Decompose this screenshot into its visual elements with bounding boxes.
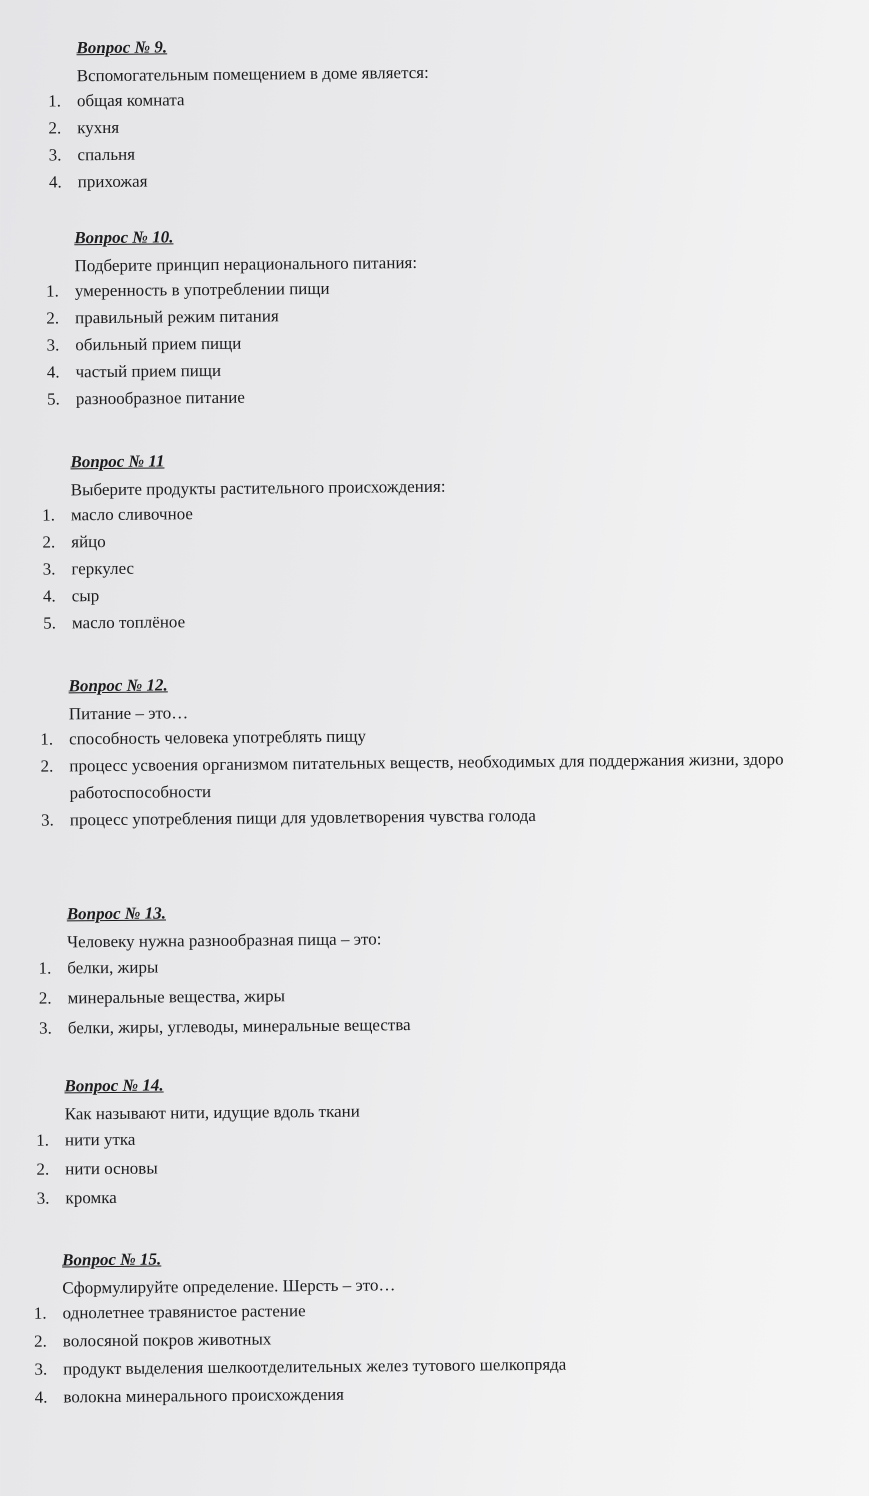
answer-number: 1. xyxy=(42,505,56,525)
answer-number: 2. xyxy=(42,532,56,552)
answer-list xyxy=(33,1291,869,1412)
answer-number: 1. xyxy=(45,281,59,301)
question-11 xyxy=(42,443,869,637)
question-text: Вспомогательным помещением в доме является: xyxy=(76,62,429,86)
answer-list xyxy=(48,79,869,196)
answer-number: 3. xyxy=(36,1188,50,1208)
question-10 xyxy=(45,219,869,413)
answer-text: правильный режим питания xyxy=(74,306,279,328)
question-12 xyxy=(40,667,869,834)
answer-number: 3. xyxy=(42,559,56,579)
question-9 xyxy=(48,29,869,196)
answer-text: процесс употребления пищи для удовлетворения чувства голода xyxy=(69,805,536,830)
answer-text: нити основы xyxy=(65,1158,158,1179)
answer-number: 2. xyxy=(38,988,52,1008)
answer-text: яйцо xyxy=(71,532,106,552)
answer-text: масло топлёное xyxy=(71,612,186,633)
answer-text-continuation: работоспособности xyxy=(69,782,212,803)
answer-list xyxy=(42,493,869,637)
answer-text: частый прием пищи xyxy=(75,360,222,382)
answer-number: 2. xyxy=(48,118,62,138)
answer-list xyxy=(38,945,869,1044)
answer-text: волокна минерального происхождения xyxy=(63,1384,345,1407)
answer-number: 1. xyxy=(38,958,52,978)
question-title: Вопрос № 12. xyxy=(68,675,168,696)
answer-number: 1. xyxy=(40,729,54,749)
question-title: Вопрос № 11 xyxy=(70,451,165,472)
answer-text: однолетнее травянистое растение xyxy=(62,1301,306,1323)
answer-text: прихожая xyxy=(77,171,148,192)
answer-number: 2. xyxy=(34,1331,47,1351)
answer-text: процесс усвоения организмом питательных веществ, необходимых для поддержания жизни, здоро xyxy=(69,749,784,776)
answer-number: 3. xyxy=(34,1359,48,1379)
question-title: Вопрос № 13. xyxy=(66,903,167,924)
answer-text: спальня xyxy=(77,144,136,165)
question-text: Человеку нужна разнообразная пища – это: xyxy=(66,929,382,952)
answer-text: геркулес xyxy=(71,558,135,579)
question-15 xyxy=(33,1241,869,1412)
question-13 xyxy=(38,895,869,1044)
answer-number: 3. xyxy=(46,335,60,355)
answer-text: кухня xyxy=(77,117,120,138)
answer-number: 1. xyxy=(36,1130,50,1150)
question-14 xyxy=(36,1067,869,1213)
answer-text: нити утка xyxy=(64,1129,136,1150)
answer-number: 3. xyxy=(48,145,62,165)
answer-text: обильный прием пищи xyxy=(75,333,242,355)
question-title: Вопрос № 9. xyxy=(76,37,168,58)
answer-text: масло сливочное xyxy=(70,504,193,525)
answer-number: 1. xyxy=(48,91,62,111)
question-text: Как называют нити, идущие вдоль ткани xyxy=(64,1101,360,1124)
answer-number: 4. xyxy=(42,586,56,606)
question-title: Вопрос № 14. xyxy=(64,1075,164,1096)
question-text: Подберите принцип нерационального питания: xyxy=(74,253,418,276)
answer-number: 2. xyxy=(36,1159,50,1179)
question-text: Выберите продукты растительного происхождения: xyxy=(70,476,446,500)
answer-text: белки, жиры xyxy=(67,957,159,978)
answer-text: минеральные вещества, жиры xyxy=(67,986,286,1008)
answer-list xyxy=(36,1117,869,1213)
answer-list xyxy=(45,269,869,413)
answer-text: кромка xyxy=(65,1187,117,1208)
answer-text: общая комната xyxy=(76,90,185,111)
answer-number: 3. xyxy=(41,810,54,830)
answer-number: 4. xyxy=(34,1387,48,1407)
answer-list xyxy=(40,717,869,834)
answer-text: сыр xyxy=(71,586,100,606)
answer-number: 4. xyxy=(46,362,60,382)
answer-number: 5. xyxy=(46,389,60,409)
answer-text: разнообразное питание xyxy=(75,387,245,409)
answer-number: 3. xyxy=(39,1018,52,1038)
answer-text: белки, жиры, углеводы, минеральные вещества xyxy=(67,1015,411,1038)
answer-number: 5. xyxy=(43,613,57,633)
answer-text: продукт выделения шелкоотделительных желез тутового шелкопряда xyxy=(63,1354,567,1379)
question-text: Сформулируйте определение. Шерсть – это… xyxy=(62,1275,396,1298)
question-title: Вопрос № 15. xyxy=(62,1249,162,1270)
answer-text: умеренность в употреблении пищи xyxy=(74,278,330,301)
answer-text: волосяной покров животных xyxy=(62,1329,272,1351)
question-title: Вопрос № 10. xyxy=(74,227,174,248)
answer-number: 4. xyxy=(48,172,62,192)
answer-number: 1. xyxy=(33,1303,47,1323)
answer-number: 2. xyxy=(40,756,54,776)
answer-text: способность человека употреблять пищу xyxy=(69,726,367,749)
question-text: Питание – это… xyxy=(68,703,189,724)
answer-number: 2. xyxy=(46,308,60,328)
